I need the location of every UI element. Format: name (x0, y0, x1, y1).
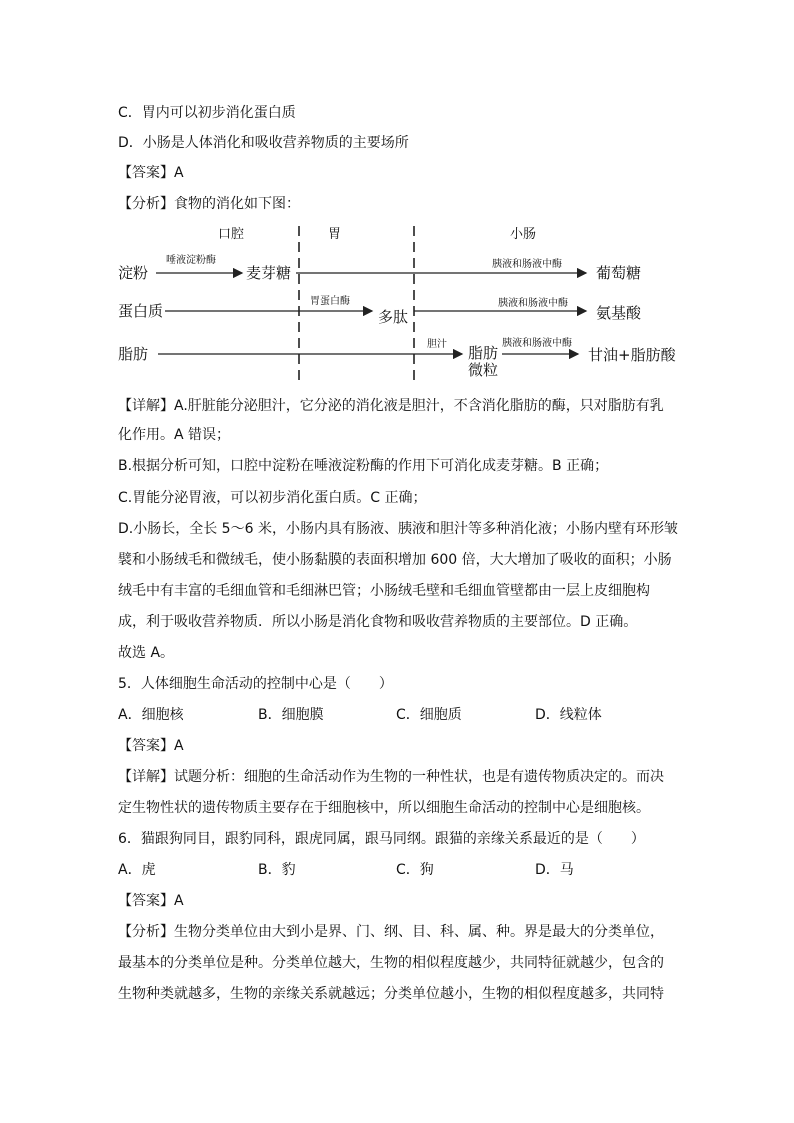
question-5-options (118, 705, 678, 725)
detail-line-9: 故选 A。 (118, 645, 175, 661)
analysis-intro: 【分析】食物的消化如下图： (118, 196, 300, 212)
row1-end: 葡萄糖 (596, 264, 642, 282)
row2-end: 氨基酸 (596, 304, 642, 322)
question-5: 5．人体细胞生命活动的控制中心是（ ） (118, 676, 393, 692)
q6-analysis-line-1: 【分析】生物分类单位由大到小是界、门、纲、目、科、属、种。界是最大的分类单位， (118, 924, 664, 940)
row2-enzyme2: 胰液和肠液中酶 (498, 298, 568, 309)
row1-mid: 麦芽糖 (246, 264, 292, 282)
row2-mid: 多肽 (378, 308, 409, 326)
answer-label: 【答案】A (118, 165, 184, 181)
row3-enzyme2: 胰液和肠液中酶 (502, 338, 572, 349)
row2-start: 蛋白质 (118, 302, 164, 320)
row3-enzyme1: 胆汁 (427, 339, 447, 350)
detail-line-1: 【详解】A.肝脏能分泌胆汁，它分泌的消化液是胆汁，不含消化脂肪的酶，只对脂肪有乳 (118, 398, 664, 414)
q6-option-a: A．虎 (118, 862, 156, 878)
q5-option-d: D．线粒体 (535, 707, 602, 723)
digestion-diagram (110, 222, 690, 382)
detail-line-5: D.小肠长，全长 5～6 米，小肠内具有肠液、胰液和胆汁等多种消化液；小肠内壁有环形皱 (118, 521, 678, 537)
row3-start: 脂肪 (118, 345, 149, 363)
region-mouth: 口腔 (218, 227, 245, 242)
q5-answer: 【答案】A (118, 738, 184, 754)
detail-line-8: 成，利于吸收营养物质．所以小肠是消化食物和吸收营养物质的主要部位。D 正确。 (118, 614, 638, 630)
question-6: 6．猫跟狗同目，跟豹同科，跟虎同属，跟马同纲。跟猫的亲缘关系最近的是（ ） (118, 831, 645, 847)
q6-option-d: D．马 (535, 862, 574, 878)
q6-analysis-line-2: 最基本的分类单位是种。分类单位越大，生物的相似程度越少，共同特征就越少，包含的 (118, 955, 664, 971)
detail-line-3: B.根据分析可知，口腔中淀粉在唾液淀粉酶的作用下可消化成麦芽糖。B 正确； (118, 458, 609, 474)
q5-detail-line-2: 定生物性状的遗传物质主要存在于细胞核中，所以细胞生命活动的控制中心是细胞核。 (118, 800, 650, 816)
detail-line-6: 襞和小肠绒毛和微绒毛，使小肠黏膜的表面积增加 600 倍，大大增加了吸收的面积；小肠 (118, 552, 672, 568)
q5-option-c: C．细胞质 (396, 707, 462, 723)
row3-mid-bottom: 微粒 (468, 361, 499, 379)
q6-analysis-line-3: 生物种类就越多，生物的亲缘关系就越远；分类单位越小，生物的相似程度越多，共同特 (118, 986, 664, 1002)
detail-line-7: 绒毛中有丰富的毛细血管和毛细淋巴管；小肠绒毛壁和毛细血管壁都由一层上皮细胞构 (118, 583, 650, 599)
option-c-text: C．胃内可以初步消化蛋白质 (118, 105, 296, 121)
row3-mid-top: 脂肪 (468, 344, 499, 362)
row1-start: 淀粉 (118, 264, 149, 282)
q5-option-a: A．细胞核 (118, 707, 184, 723)
row1-enzyme1: 唾液淀粉酶 (166, 255, 216, 266)
q6-answer: 【答案】A (118, 893, 184, 909)
option-d-text: D．小肠是人体消化和吸收营养物质的主要场所 (118, 135, 409, 151)
detail-line-4: C.胃能分泌胃液，可以初步消化蛋白质。C 正确； (118, 490, 427, 506)
row3-end: 甘油+脂肪酸 (588, 346, 676, 364)
q6-option-c: C．狗 (396, 862, 434, 878)
q6-option-b: B．豹 (258, 862, 296, 878)
question-6-options (118, 860, 678, 880)
region-small-intestine: 小肠 (510, 227, 537, 242)
q5-option-b: B．细胞膜 (258, 707, 324, 723)
q5-detail-line-1: 【详解】试题分析：细胞的生命活动作为生物的一种性状，也是有遗传物质决定的。而决 (118, 769, 664, 785)
detail-line-2: 化作用。A 错误； (118, 427, 231, 443)
row1-enzyme2: 胰液和肠液中酶 (492, 259, 562, 270)
region-stomach: 胃 (328, 227, 342, 242)
row2-enzyme1: 胃蛋白酶 (310, 296, 350, 307)
